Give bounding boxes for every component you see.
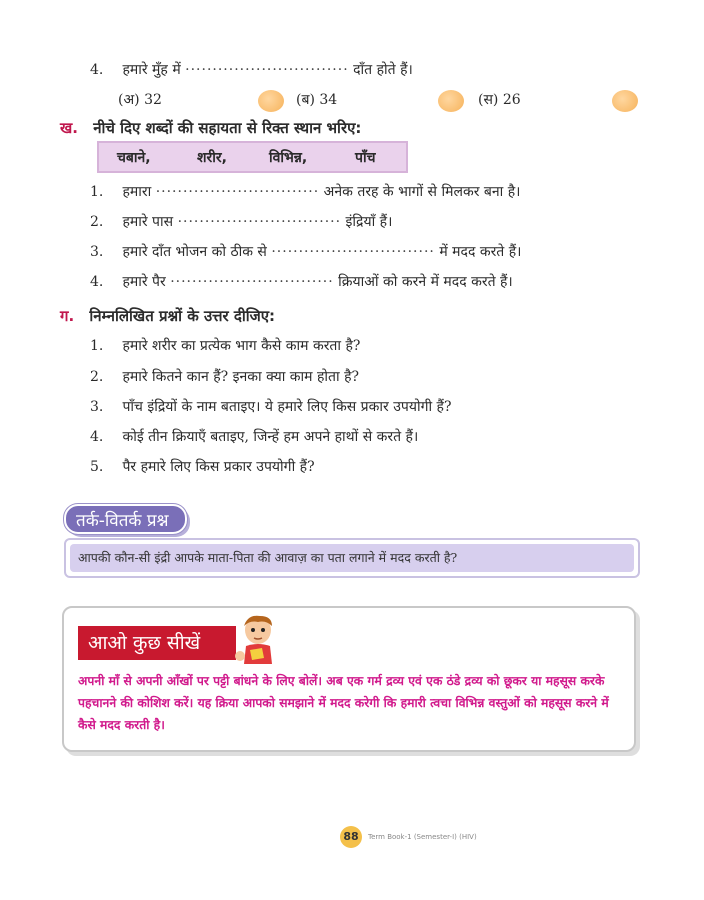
blank-dots: ······························ <box>177 214 342 230</box>
item-text-before: हमारे दाँत भोजन को ठीक से <box>122 244 267 260</box>
answer-circle-icon[interactable] <box>438 90 464 112</box>
question-4 <box>90 60 413 79</box>
item-text-before: हमारे पैर <box>122 274 166 290</box>
option-c: (स) 26 <box>478 92 521 108</box>
item-text: कोई तीन क्रियाएँ बताइए, जिन्हें हम अपने हाथों से करते हैं। <box>122 429 419 445</box>
item-number: 3. <box>90 244 104 260</box>
item-number: 2. <box>90 214 104 230</box>
blank-dots: ······························ <box>155 184 320 200</box>
item-number: 1. <box>90 184 104 200</box>
question-item <box>90 336 360 355</box>
blank-dots: ······························ <box>170 274 334 290</box>
learn-text: अपनी माँ से अपनी आँखों पर पट्टी बांधने के लिए बोलें। अब एक गर्म द्रव्य एवं एक ठंडे द्रव्य को छूकर या महसूस करके पहचानने की कोशिश करें। यह क्रिया आपको समझाने में मदद करेगी कि हमारी त्वचा विभिन्न वस्तुओं को महसूस करने में कैसे मदद करती है। <box>78 674 609 732</box>
kid-thinking-icon <box>232 612 282 668</box>
section-title: निम्नलिखित प्रश्नों के उत्तर दीजिए: <box>89 307 276 325</box>
item-text-before: हमारे पास <box>122 214 174 230</box>
word-bank-word: चबाने, <box>117 149 151 166</box>
item-number: 4. <box>90 274 104 290</box>
question-item <box>90 367 359 386</box>
item-text: हमारे शरीर का प्रत्येक भाग कैसे काम करता है? <box>122 338 361 354</box>
item-number: 4. <box>90 429 104 445</box>
item-text-before: हमारा <box>122 184 152 200</box>
fill-blank-item <box>90 182 520 201</box>
question-text-before: हमारे मुँह में <box>122 62 181 78</box>
section-letter: ग. <box>60 307 75 325</box>
item-text: पैर हमारे लिए किस प्रकार उपयोगी हैं? <box>122 459 315 475</box>
item-text-after: में मदद करते हैं। <box>439 244 522 260</box>
item-text-after: क्रियाओं को करने में मदद करते हैं। <box>338 274 513 290</box>
item-number: 2. <box>90 369 104 385</box>
blank-dots: ······························ <box>271 244 435 260</box>
tarka-question: आपकी कौन-सी इंद्री आपके माता-पिता की आवाज़ का पता लगाने में मदद करती है? <box>70 544 634 572</box>
question-number: 4. <box>90 62 104 78</box>
fill-blank-item <box>90 212 392 231</box>
section-letter: ख. <box>60 119 78 137</box>
item-number: 1. <box>90 338 104 354</box>
item-number: 3. <box>90 399 104 415</box>
item-text: पाँच इंद्रियों के नाम बताइए। ये हमारे लिए किस प्रकार उपयोगी हैं? <box>122 399 452 415</box>
tarka-question-box <box>64 538 640 578</box>
option-a: (अ) 32 <box>118 92 162 108</box>
word-bank-word: विभिन्न, <box>269 149 308 166</box>
page-footer <box>340 826 477 848</box>
item-text-after: अनेक तरह के भागों से मिलकर बना है। <box>323 184 521 200</box>
blank-dots: ······························ <box>185 62 349 78</box>
book-title: Term Book-1 (Semester-I) (HIV) <box>368 833 477 841</box>
option-b: (ब) 34 <box>296 92 338 108</box>
question-text-after: दाँत होते हैं। <box>353 62 413 78</box>
question-item <box>90 397 451 416</box>
section-title: नीचे दिए शब्दों की सहायता से रिक्त स्थान भरिए: <box>93 119 362 137</box>
item-number: 5. <box>90 459 104 475</box>
answer-circle-icon[interactable] <box>258 90 284 112</box>
learn-title: आओ कुछ सीखें <box>78 626 236 660</box>
word-bank <box>97 141 408 173</box>
question-item <box>90 427 418 446</box>
item-text-after: इंद्रियाँ हैं। <box>345 214 393 230</box>
item-text: हमारे कितने कान हैं? इनका क्या काम होता है? <box>122 369 360 385</box>
page-number: 88 <box>340 826 362 848</box>
fill-blank-item <box>90 242 521 261</box>
tarka-title: तर्क-वितर्क प्रश्न <box>64 504 187 534</box>
word-bank-word: पाँच <box>355 149 376 166</box>
section-heading-kh <box>60 118 361 138</box>
question-item <box>90 457 315 476</box>
word-bank-word: शरीर, <box>197 149 227 166</box>
fill-blank-item <box>90 272 513 291</box>
answer-circle-icon[interactable] <box>612 90 638 112</box>
section-heading-ga <box>60 306 275 326</box>
